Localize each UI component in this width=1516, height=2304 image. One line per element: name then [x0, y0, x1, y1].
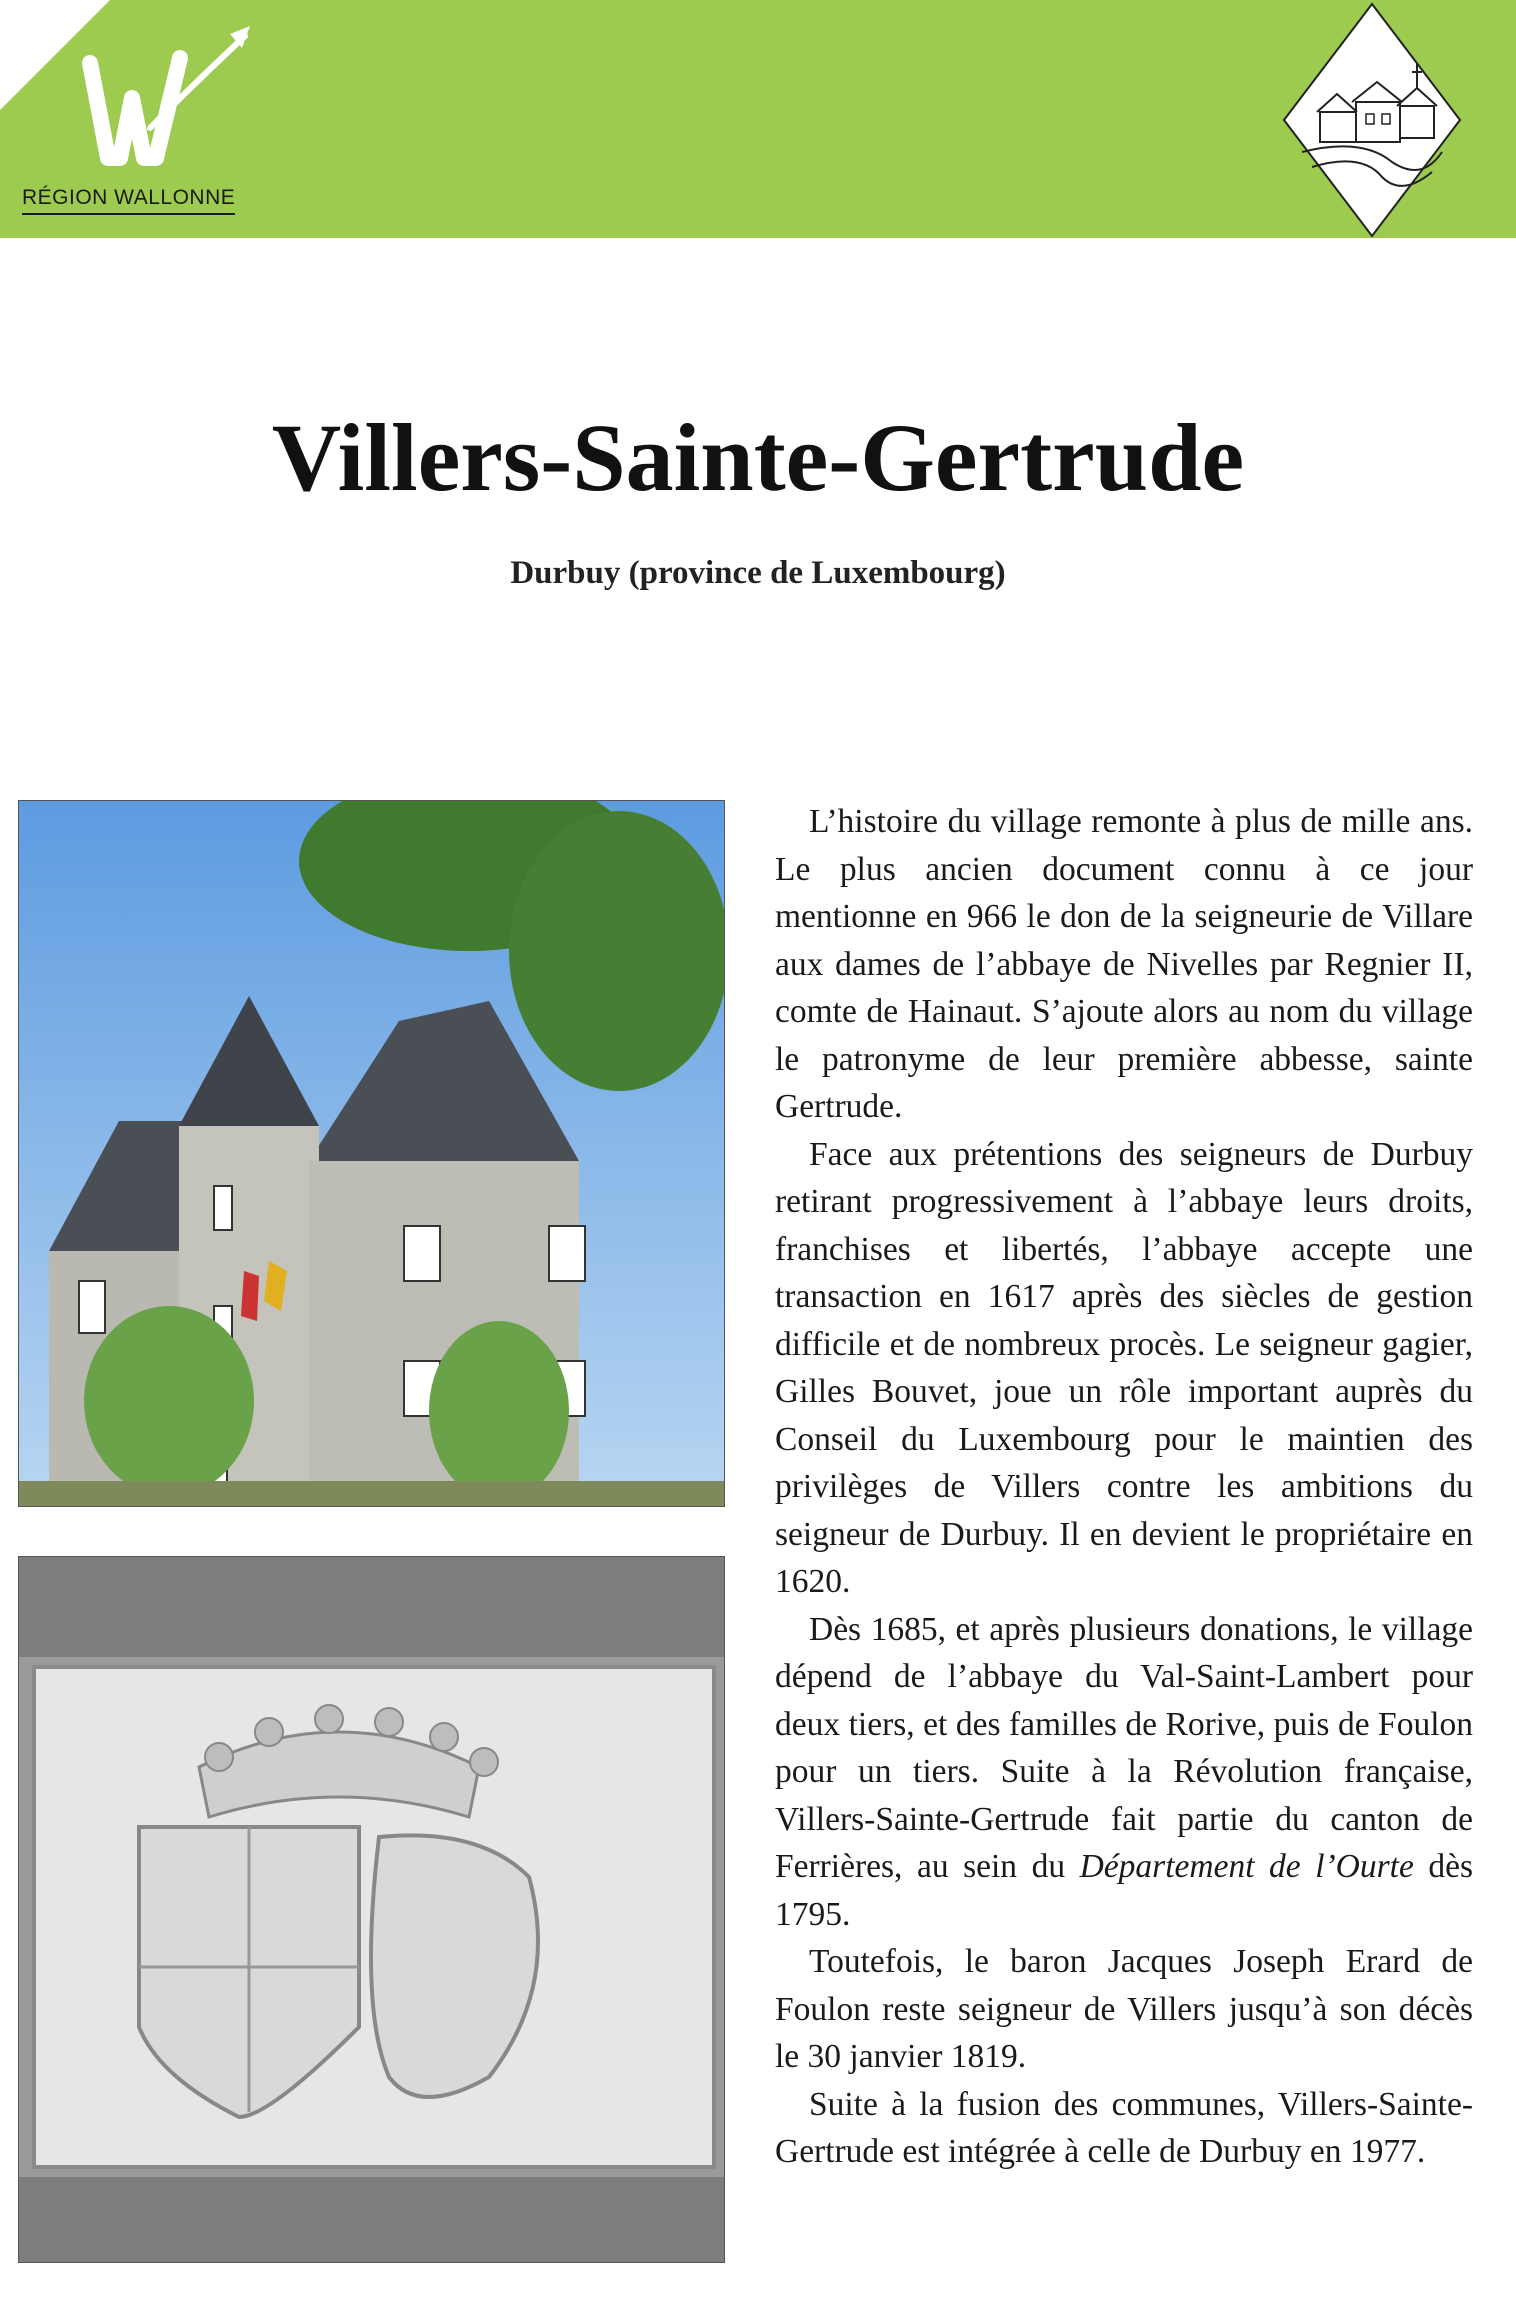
paragraph-text: dès 1795.: [775, 1848, 1473, 1933]
paragraph: Toutefois, le baron Jacques Joseph Erard de Foulon reste seigneur de Villers jusqu’à son décès le 30 janvier 1819.: [775, 1943, 1473, 2075]
page-subtitle: Durbuy (province de Luxembourg): [510, 555, 1006, 591]
castle-photo: [18, 800, 725, 1507]
page-title: Villers-Sainte-Gertrude: [271, 404, 1245, 511]
region-label: RÉGION WALLONNE: [22, 186, 235, 215]
paragraph: L’histoire du village remonte à plus de mille ans. Le plus ancien document connu à ce jour mentionne en 966 le don de la seigneurie de Villare aux dames de l’abbaye de Nivelles par Regnier II, comte de Hainaut. S’ajoute alors au nom du village le patronyme de leur première abbesse, sainte Gertrude.: [775, 803, 1473, 1125]
coat-of-arms-photo: [18, 1556, 725, 2263]
paragraph: [775, 1606, 1473, 1939]
header-band: [0, 0, 1516, 238]
village-house-icon: [1282, 2, 1462, 238]
italic-term: Département de l’Ourte: [1079, 1848, 1414, 1885]
paragraph: Suite à la fusion des communes, Villers-Sainte-Gertrude est intégrée à celle de Durbuy en 1977.: [775, 2085, 1473, 2170]
wallonia-logo-icon: [80, 18, 260, 168]
article-body: [775, 798, 1473, 2176]
paragraph-text: Dès 1685, et après plusieurs donations, le village dépend de l’abbaye du Val-Saint-Lambert pour deux tiers, et des familles de Rorive, puis de Foulon pour un tiers. Suite à la Révolution française, Villers-Sainte-Gertrude fait partie du canton de Ferrières, au sein du: [775, 1610, 1473, 1885]
paragraph: Face aux prétentions des seigneurs de Durbuy retirant progressivement à l’abbaye leurs droits, franchises et libertés, l’abbaye accepte une transaction en 1617 après des siècles de gestion difficile et de nombreux procès. Le seigneur gagier, Gilles Bouvet, joue un rôle important auprès du Conseil du Luxembourg pour le maintien des privilèges de Villers contre les ambitions du seigneur de Durbuy. Il en devient le propriétaire en 1620.: [775, 1135, 1473, 1600]
